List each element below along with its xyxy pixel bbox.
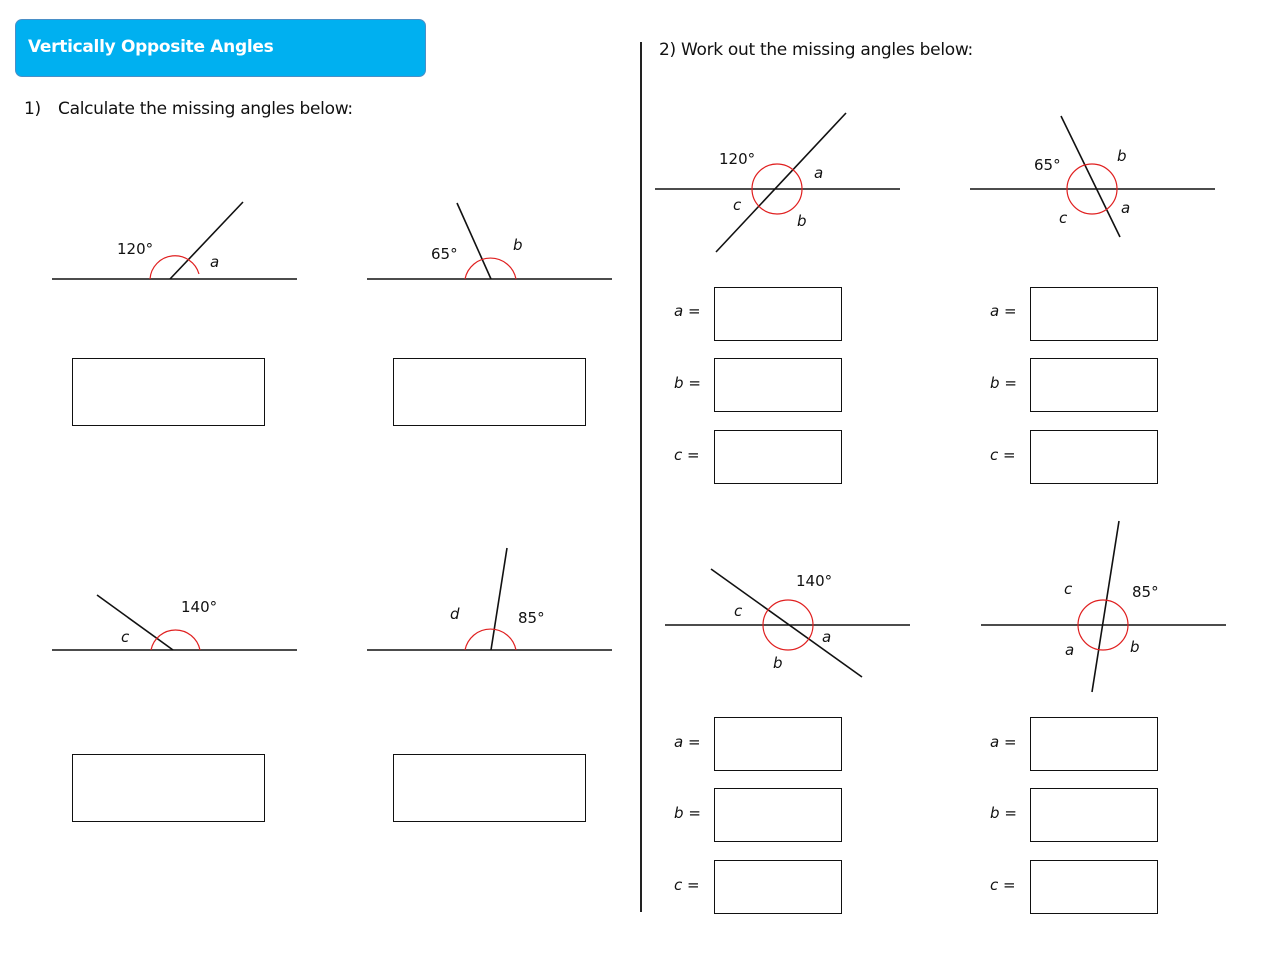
q2-1-answer-c[interactable] [714,430,842,484]
q2-3-label-b: b = [674,804,701,822]
q1-answer-box-c[interactable] [72,754,265,822]
unknown-angle-label: c [121,628,130,646]
q2-4-label-c: c = [990,876,1016,894]
label-a: a [814,164,824,182]
label-c: c [1064,580,1073,598]
q2-3-answer-c[interactable] [714,860,842,914]
label-b: b [1130,638,1140,656]
transversal [711,569,862,677]
q2-diagram-4 [981,521,1226,692]
given-angle-label: 120° [117,240,154,258]
given-angle-label: 65° [431,245,458,263]
q1-answer-box-a[interactable] [72,358,265,426]
q1-number: 1) [24,99,41,119]
q2-3-answer-b[interactable] [714,788,842,842]
label-a: a [1065,641,1075,659]
q2-4-label-a: a = [990,733,1017,751]
given-angle-label: 65° [1034,156,1061,174]
label-c: c [733,196,742,214]
q2-diagram-2 [970,116,1215,237]
unknown-angle-label: a [210,253,220,271]
q2-2-answer-c[interactable] [1030,430,1158,484]
q1-diagram-4 [367,548,612,650]
q2-2-label-a: a = [990,302,1017,320]
q2-2-label-c: c = [990,446,1016,464]
label-b: b [773,654,783,672]
ray [457,203,491,279]
q2-2-label-b: b = [990,374,1017,392]
q2-1-label-b: b = [674,374,701,392]
q2-1-label-c: c = [674,446,700,464]
q1-answer-box-b[interactable] [393,358,586,426]
q1-answer-box-d[interactable] [393,754,586,822]
q1-diagram-2 [367,203,612,279]
label-a: a [1121,199,1131,217]
given-angle-label: 85° [518,609,545,627]
unknown-angle-label: d [450,605,460,623]
ray [97,595,173,650]
label-b: b [797,212,807,230]
angle-arc [465,629,516,650]
q2-3-answer-a[interactable] [714,717,842,771]
q2-4-label-b: b = [990,804,1017,822]
q2-diagram-1 [655,113,900,252]
ray [170,202,243,279]
q2-diagram-3 [665,569,910,677]
given-angle-label: 140° [181,598,218,616]
q2-heading: 2) Work out the missing angles below: [659,40,973,60]
given-angle-label: 85° [1132,583,1159,601]
worksheet-title: Vertically Opposite Angles [28,37,274,57]
ray [491,548,507,650]
q2-1-answer-b[interactable] [714,358,842,412]
q2-4-answer-a[interactable] [1030,717,1158,771]
q1-diagram-1 [52,202,297,279]
q2-3-label-a: a = [674,733,701,751]
q2-4-answer-c[interactable] [1030,860,1158,914]
q2-2-answer-b[interactable] [1030,358,1158,412]
angle-arc [150,256,199,279]
q2-3-label-c: c = [674,876,700,894]
transversal [716,113,846,252]
given-angle-label: 140° [796,572,833,590]
angle-arc [465,258,516,279]
label-a: a [822,628,832,646]
given-angle-label: 120° [719,150,756,168]
q2-4-answer-b[interactable] [1030,788,1158,842]
q1-diagram-3 [52,595,297,650]
label-b: b [1117,147,1127,165]
label-c: c [1059,209,1068,227]
label-c: c [734,602,743,620]
q2-1-label-a: a = [674,302,701,320]
transversal [1092,521,1119,692]
q1-heading: Calculate the missing angles below: [58,99,353,119]
unknown-angle-label: b [513,236,523,254]
q2-1-answer-a[interactable] [714,287,842,341]
q2-2-answer-a[interactable] [1030,287,1158,341]
